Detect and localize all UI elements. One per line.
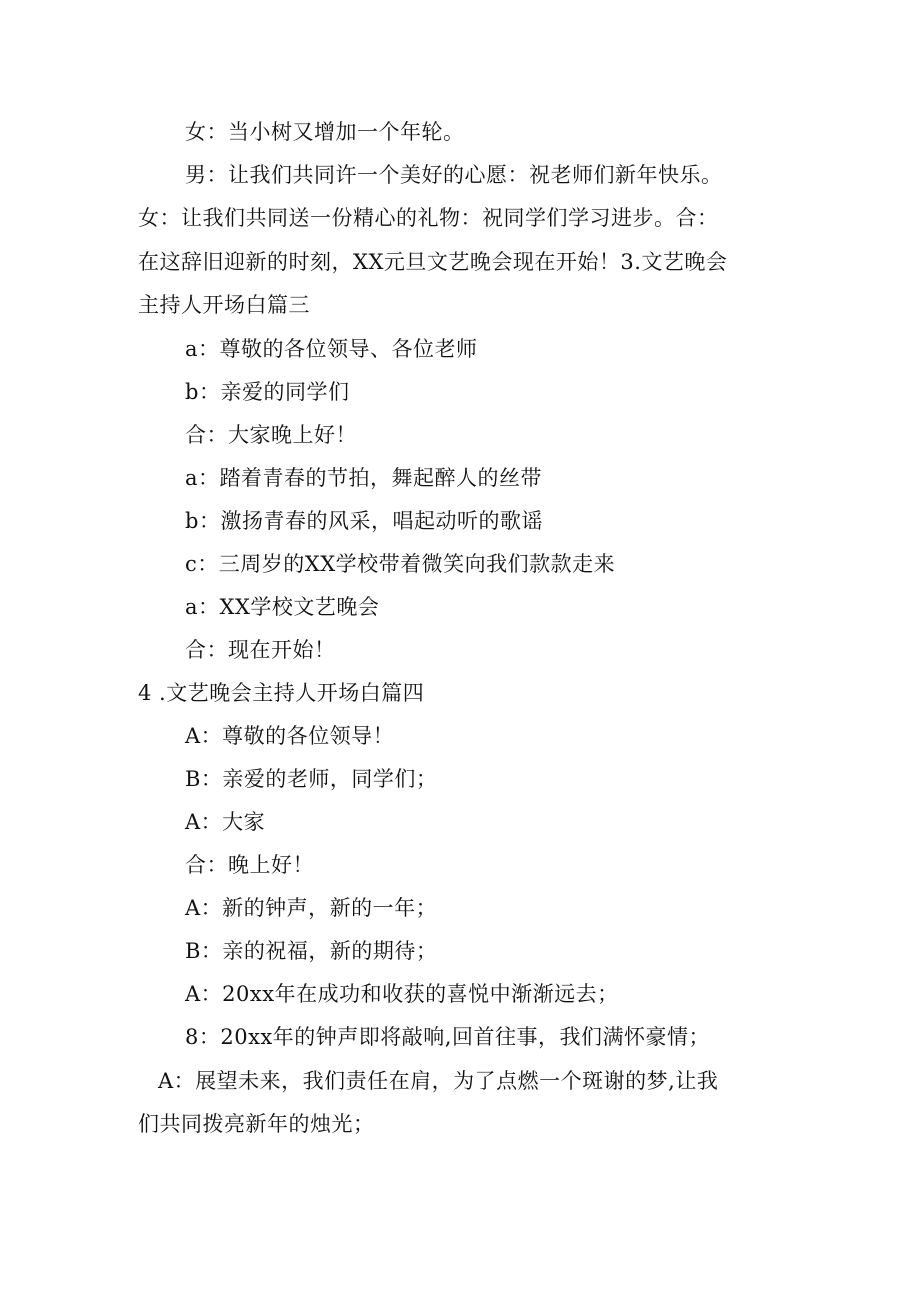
text-line: 们共同拨亮新年的烛光； — [138, 1112, 375, 1136]
text-line: A：大家 — [185, 810, 266, 834]
text-line: A：新的钟声，新的一年； — [185, 896, 438, 920]
text-line: 合：晚上好！ — [185, 853, 314, 877]
text-line: 合：大家晚上好！ — [185, 423, 357, 447]
text-line: A：展望未来，我们责任在肩，为了点燃一个斑谢的梦,让我 — [158, 1069, 719, 1093]
text-line: c：三周岁的XX学校带着微笑向我们款款走来 — [185, 552, 616, 576]
text-line: 主持人开场白篇三 — [138, 293, 310, 317]
text-line: A：20xx年在成功和收获的喜悦中渐渐远去； — [185, 982, 619, 1006]
text-line: 在这辞旧迎新的时刻，XX元旦文艺晚会现在开始！3.文艺晚会 — [138, 250, 728, 274]
text-line: a：尊敬的各位领导、各位老师 — [185, 337, 478, 361]
text-line: B：亲的祝福，新的期待； — [185, 939, 438, 963]
text-line: 女：让我们共同送一份精心的礼物：祝同学们学习进步。合： — [138, 206, 719, 230]
text-line: B：亲爱的老师，同学们； — [185, 767, 438, 791]
text-line: 8：20xx年的钟声即将敲响,回首往事，我们满怀豪情； — [185, 1025, 710, 1049]
text-line: b：激扬青春的风采，唱起动听的歌谣 — [185, 509, 543, 533]
text-line: 合：现在开始！ — [185, 638, 336, 662]
section-heading: 4 .文艺晚会主持人开场白篇四 — [138, 681, 425, 705]
text-line: 女：当小树又增加一个年轮。 — [185, 120, 465, 144]
text-line: b：亲爱的同学们 — [185, 380, 350, 404]
text-line: 男：让我们共同许一个美好的心愿：祝老师们新年快乐。 — [185, 163, 723, 187]
text-line: a：XX学校文艺晚会 — [185, 595, 380, 619]
text-line: A：尊敬的各位领导！ — [185, 724, 395, 748]
text-line: a：踏着青春的节拍，舞起醉人的丝带 — [185, 466, 543, 490]
